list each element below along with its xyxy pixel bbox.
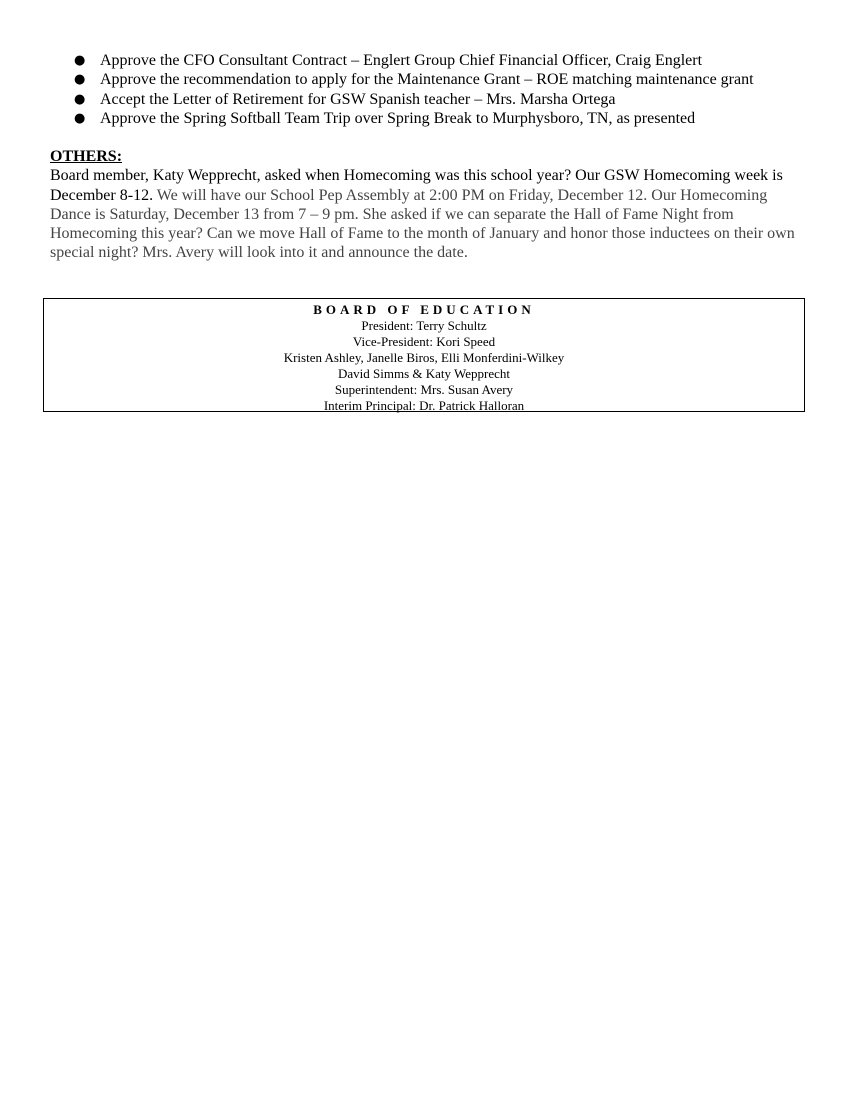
board-vice-president: Vice-President: Kori Speed <box>352 334 496 349</box>
board-president: President: Terry Schultz <box>361 318 487 333</box>
board-superintendent: Superintendent: Mrs. Susan Avery <box>334 382 514 397</box>
agenda-bullet-list <box>50 51 830 128</box>
board-interim-principal: Interim Principal: Dr. Patrick Halloran <box>323 398 525 413</box>
board-members-line-1: Kristen Ashley, Janelle Biros, Elli Monferdini-Wilkey <box>283 350 565 365</box>
board-of-education-box <box>43 298 805 412</box>
bullet-icon: ● <box>74 91 86 107</box>
agenda-item-text: Accept the Letter of Retirement for GSW Spanish teacher – Mrs. Marsha Ortega <box>100 90 616 108</box>
agenda-item-text: Approve the Spring Softball Team Trip over Spring Break to Murphysboro, TN, as presented <box>100 109 696 127</box>
others-heading: OTHERS: <box>50 148 123 165</box>
list-item <box>50 51 830 70</box>
agenda-item-text: Approve the CFO Consultant Contract – Englert Group Chief Financial Officer, Craig Englert <box>100 52 703 69</box>
agenda-item-text: Approve the recommendation to apply for the Maintenance Grant – ROE matching maintenance grant <box>100 71 754 89</box>
others-paragraph-part1: Board member, Katy Wepprecht, asked when Homecoming was this school year? Our GSW Homecoming week is December 8-12. <box>50 167 783 204</box>
others-section <box>50 147 810 263</box>
list-item <box>50 90 830 109</box>
others-paragraph-part2: We will have our School Pep Assembly at 2:00 PM on Friday, December 12. Our Homecoming Dance is Saturday, December 13 from 7 – 9 pm. She asked if we can separate the Hall of Fame Night from Homecoming this year? Can we move Hall of Fame to the month of January and honor those inductees on their own special night? Mrs. Avery will look into it and announce the date. <box>50 186 795 262</box>
list-item <box>50 70 830 89</box>
board-members-line-2: David Simms & Katy Wepprecht <box>337 366 511 381</box>
list-item <box>50 109 830 128</box>
others-paragraph <box>50 166 810 262</box>
board-title: BOARD OF EDUCATION <box>313 302 535 317</box>
bullet-icon: ● <box>74 53 86 68</box>
bullet-icon: ● <box>74 110 86 126</box>
bullet-icon: ● <box>74 72 86 88</box>
